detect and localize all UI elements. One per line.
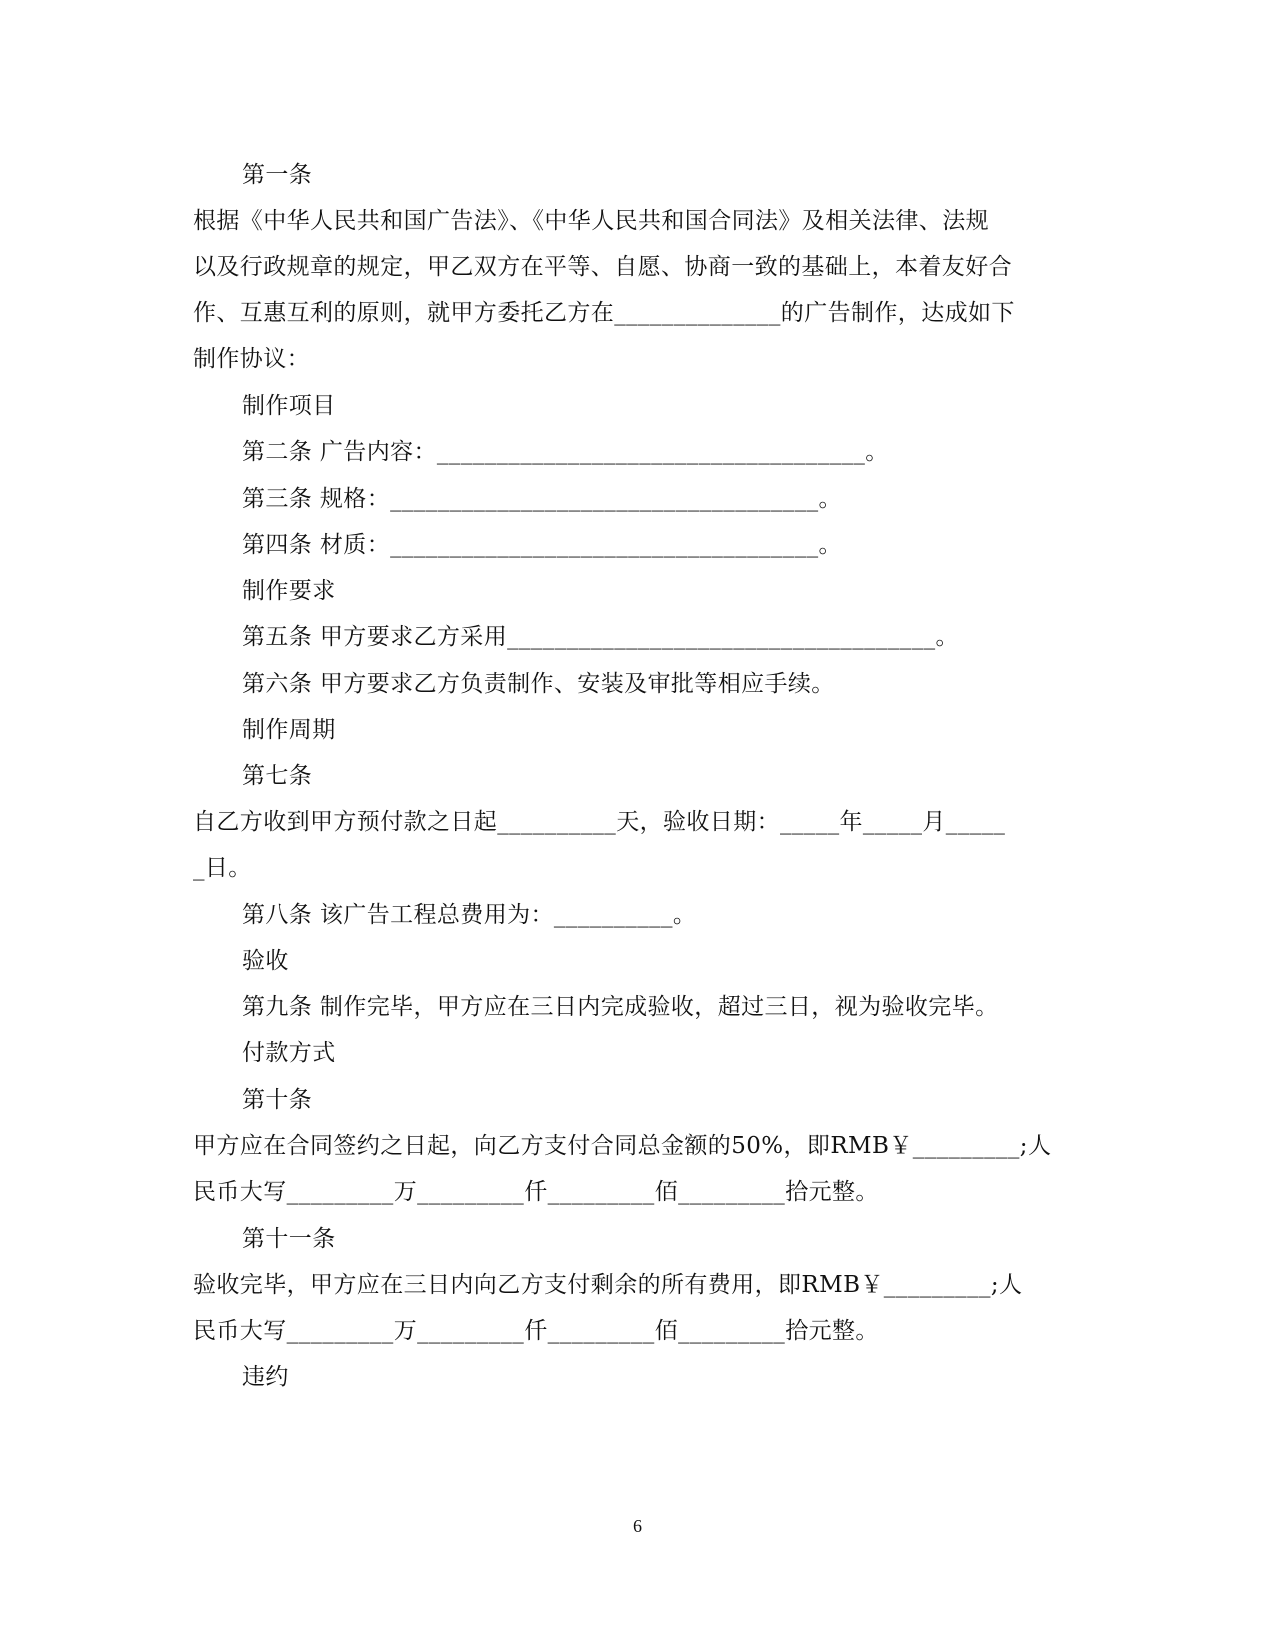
paragraph-line: 以及行政规章的规定，甲乙双方在平等、自愿、协商一致的基础上，本着友好合 xyxy=(193,254,1012,280)
article-4-line: 第四条 材质：____________________________________。 xyxy=(242,532,842,558)
article-10-heading: 第十条 xyxy=(242,1087,313,1113)
paragraph-line: _日。 xyxy=(193,855,252,881)
paragraph-line: 作、互惠互利的原则，就甲方委托乙方在______________的广告制作，达成如下 xyxy=(193,300,1015,326)
section-heading-acceptance: 验收 xyxy=(242,948,289,974)
paragraph-line: 民币大写_________万_________仟_________佰_________拾元整。 xyxy=(193,1318,879,1344)
section-heading-breach: 违约 xyxy=(242,1364,289,1390)
paragraph-line: 自乙方收到甲方预付款之日起__________天，验收日期：_____年_____月_____ xyxy=(193,809,1006,835)
article-8-line: 第八条 该广告工程总费用为：__________。 xyxy=(242,902,697,928)
section-heading-payment-method: 付款方式 xyxy=(242,1040,336,1066)
page-number: 6 xyxy=(633,1516,642,1536)
article-7-heading: 第七条 xyxy=(242,763,313,789)
section-heading-production-items: 制作项目 xyxy=(242,393,336,419)
article-11-heading: 第十一条 xyxy=(242,1226,336,1252)
paragraph-line: 验收完毕，甲方应在三日内向乙方支付剩余的所有费用，即RMB￥_________;人 xyxy=(193,1272,1023,1298)
article-6-line: 第六条 甲方要求乙方负责制作、安装及审批等相应手续。 xyxy=(242,671,835,697)
article-5-line: 第五条 甲方要求乙方采用____________________________________。 xyxy=(242,624,959,650)
article-3-line: 第三条 规格：____________________________________。 xyxy=(242,486,842,512)
paragraph-line: 根据《中华人民共和国广告法》、《中华人民共和国合同法》及相关法律、法规 xyxy=(193,208,989,234)
paragraph-line: 甲方应在合同签约之日起，向乙方支付合同总金额的50%，即RMB￥_________;人 xyxy=(193,1133,1052,1159)
article-9-line: 第九条 制作完毕，甲方应在三日内完成验收，超过三日，视为验收完毕。 xyxy=(242,994,999,1020)
paragraph-line: 民币大写_________万_________仟_________佰_________拾元整。 xyxy=(193,1179,879,1205)
section-heading-production-requirements: 制作要求 xyxy=(242,578,336,604)
section-heading-production-period: 制作周期 xyxy=(242,717,336,743)
article-2-line: 第二条 广告内容：____________________________________。 xyxy=(242,439,889,465)
article-1-heading: 第一条 xyxy=(242,162,313,188)
paragraph-line: 制作协议： xyxy=(193,346,310,372)
